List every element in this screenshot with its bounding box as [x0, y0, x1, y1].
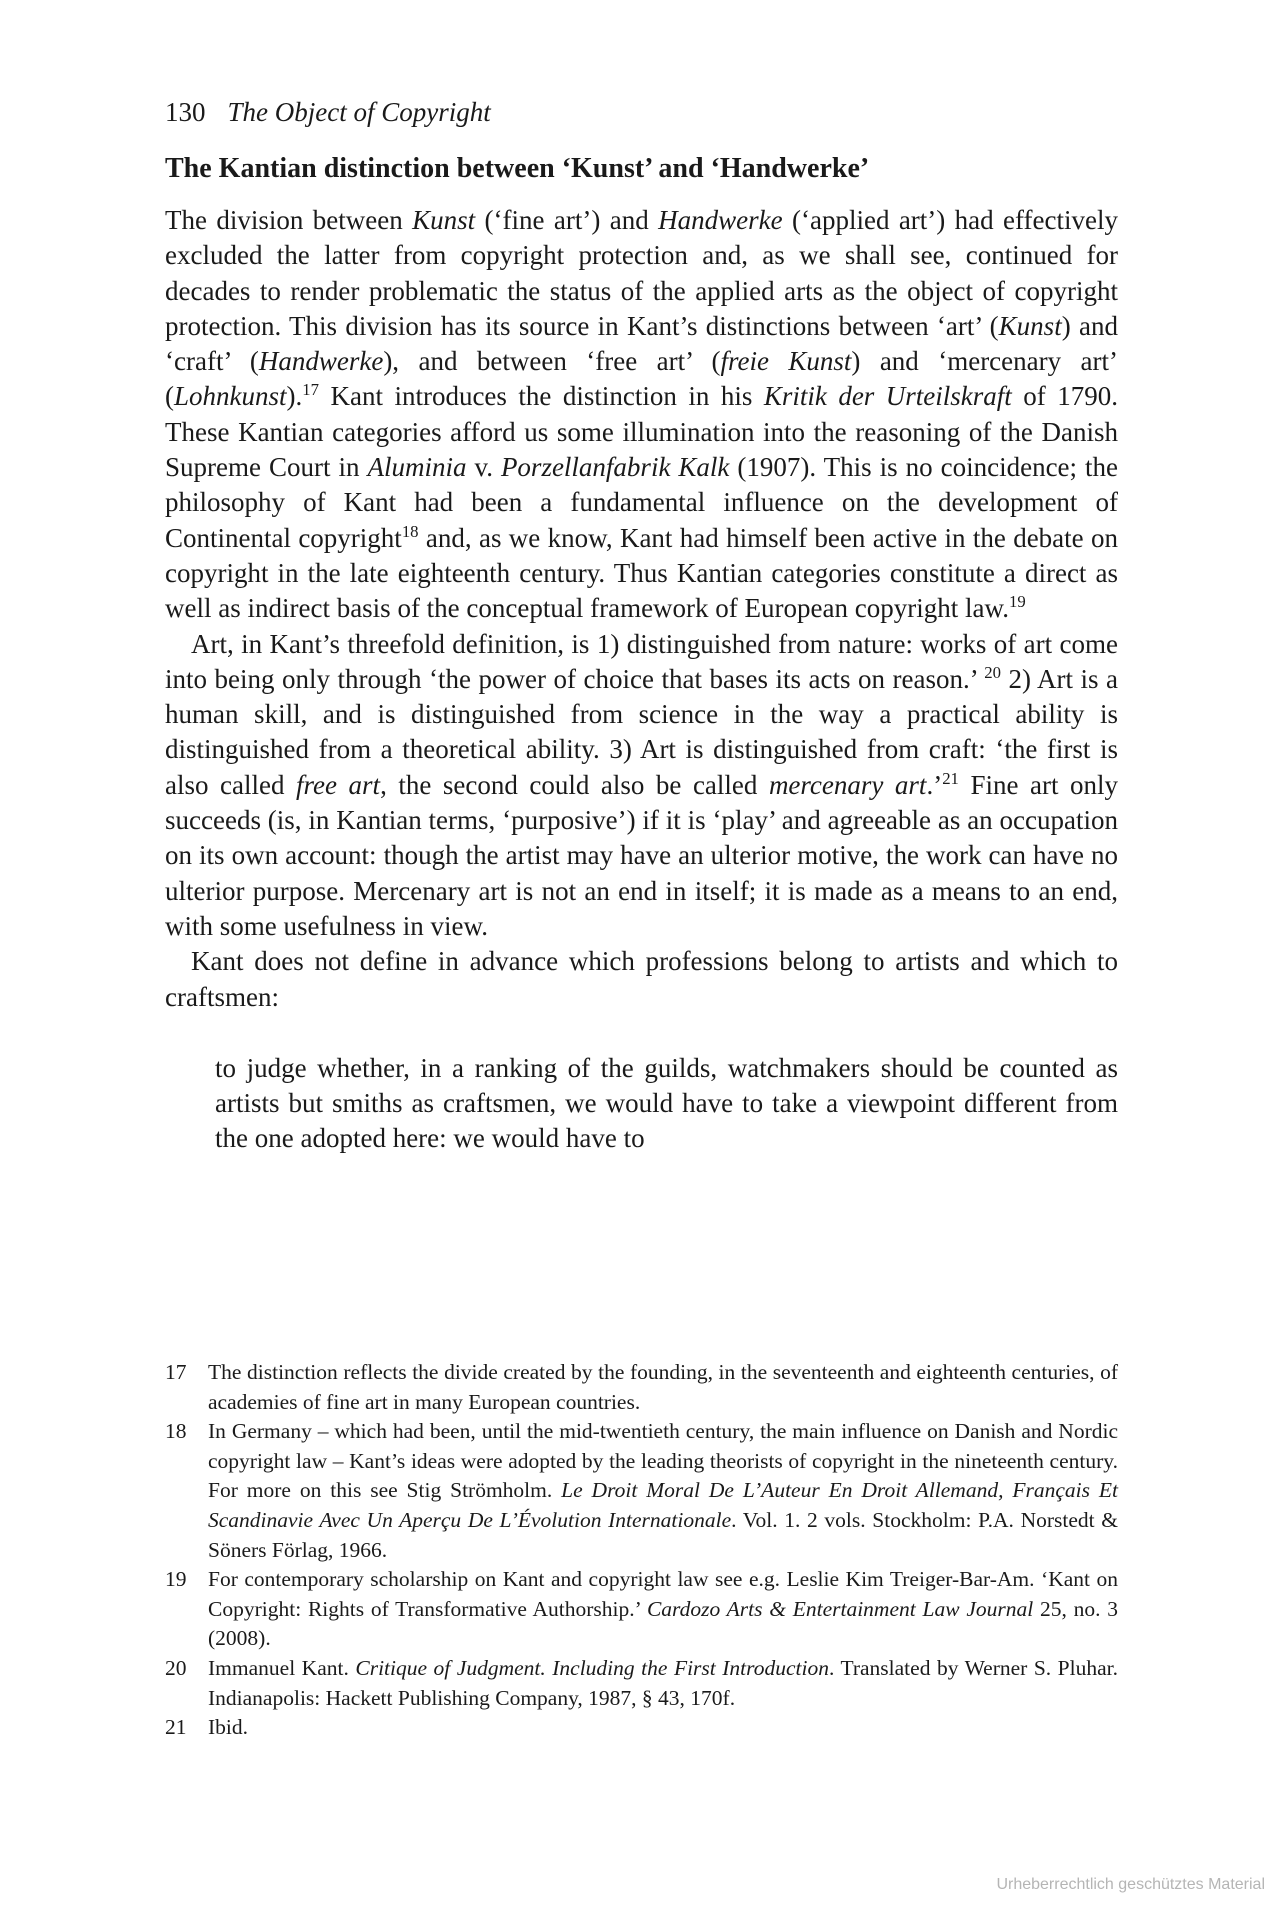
footnote-reference[interactable]: 17 — [302, 380, 319, 400]
footnote — [165, 1358, 1118, 1417]
italic-run: free art — [296, 769, 381, 800]
paragraph: The division between Kunst (‘fine art’) and Handwerke (‘applied art’) had effectively excluded the latter from copyright protection and, as we shall see, continued for decades to render problematic the status of the applied arts as the object of copyright protection. This division has its source in Kant’s distinctions between ‘art’ (Kunst) and ‘craft’ (Handwerke), and between ‘free art’ (freie Kunst) and ‘mercenary art’ (Lohnkunst).$^{17}$ Kant introduces the distinction in his Kritik der Urteilskraft of 1790. These Kantian categories afford us some illumination into the reasoning of the Danish Supreme Court in Aluminia v. Porzellanfabrik Kalk (1907). This is no coincidence; the philosophy of Kant had been a fundamental influence on the development of Continental copyright$^{18}$ and, as we know, Kant had himself been active in the debate on copyright in the late eighteenth century. Thus Kantian categories constitute a direct as well as indirect basis of the conceptual framework of European copyright law.$^{19}$ — [165, 205, 1119, 624]
copyright-watermark: Urheberrechtlich geschütztes Material — [996, 1876, 1265, 1893]
footnote-text: For contemporary scholarship on Kant and copyright law see e.g. Leslie Kim Treiger-Bar-Am. ‘Kant on Copyright: Rights of Transformative Authorship.’ Cardozo Arts & Entertainment Law Journal 25, no. 3 (2008). — [208, 1567, 1119, 1651]
book-title: The Object of Copyright — [227, 97, 491, 127]
footnote — [165, 1565, 1118, 1654]
italic-run: Critique of Judgment. Including the First Introduction — [355, 1655, 829, 1680]
paragraph: Art, in Kant’s threefold definition, is 1) distinguished from nature: works of art come into being only through ‘the power of choice that bases its acts on reason.’ $^{20}$ 2) Art is a human skill, and is distinguished from science in the way a practical ability is distinguished from a theoretical ability. 3) Art is distinguished from craft: ‘the first is also called free art, the second could also be called mercenary art.’$^{21}$ Fine art only succeeds (is, in Kantian terms, ‘purposive’) if it is ‘play’ and agreeable as an occupation on its own account: though the artist may have an ulterior motive, the work can have no ulterior purpose. Mercenary art is not an end in itself; it is made as a means to an end, with some usefulness in view. — [165, 628, 1119, 941]
footnote-reference[interactable]: 18 — [401, 521, 419, 541]
footnote-reference[interactable]: 21 — [942, 768, 959, 788]
body-text — [165, 203, 1118, 1157]
footnote-number: 17 — [165, 1360, 187, 1384]
running-head — [165, 96, 491, 128]
italic-run: Kritik der Urteilskraft — [763, 381, 1012, 412]
block-quote: to judge whether, in a ranking of the guilds, watchmakers should be counted as artists but smiths as craftsmen, we would have to take a viewpoint different from the one adopted here: we would have to — [215, 1052, 1118, 1154]
footnote-reference[interactable]: 19 — [1008, 592, 1026, 612]
footnote-text: In Germany – which had been, until the mid-twentieth century, the main influence on Danish and Nordic copyright law – Kant’s ideas were adopted by the leading theorists of copyright in the nineteenth century. For more on this see Stig Strömholm. Le Droit Moral De L’Auteur En Droit Allemand, Français Et Scandinavie Avec Un Aperçu De L’Évolution Internationale. Vol. 1. 2 vols. Stockholm: P.A. Norstedt & Söners Förlag, 1966. — [208, 1419, 1118, 1562]
footnote-number: 20 — [165, 1655, 187, 1680]
footnote — [165, 1713, 1118, 1743]
italic-run: Cardozo Arts & Entertainment Law Journal — [646, 1596, 1034, 1621]
italic-run: Aluminia — [367, 452, 467, 483]
italic-run: Handwerke — [258, 346, 384, 377]
footnote-number: 18 — [165, 1419, 187, 1444]
footnote — [165, 1654, 1118, 1713]
footnotes — [165, 1358, 1118, 1743]
footnote-text: Immanuel Kant. Critique of Judgment. Including the First Introduction. Translated by Werner S. Pluhar. Indianapolis: Hackett Publishing Company, 1987, § 43, 170f. — [208, 1655, 1118, 1710]
footnote — [165, 1417, 1118, 1565]
italic-run: Kunst — [998, 310, 1062, 341]
italic-run: mercenary art — [768, 769, 927, 800]
page-number: 130 — [165, 97, 206, 127]
italic-run: Le Droit Moral De L’Auteur En Droit Allemand, Français Et Scandinavie Avec Un Aperçu De L’Évolution Internationale — [208, 1478, 1118, 1532]
footnote-text: The distinction reflects the divide created by the founding, in the seventeenth and eighteenth centuries, of academies of fine art in many European countries. — [208, 1360, 1118, 1414]
footnote-number: 21 — [165, 1715, 187, 1740]
footnote-reference[interactable]: 20 — [984, 662, 1001, 682]
italic-run: freie Kunst — [720, 346, 852, 377]
italic-run: Handwerke — [658, 205, 783, 235]
section-heading: The Kantian distinction between ‘Kunst’ and ‘Handwerke’ — [165, 153, 870, 184]
italic-run: Kunst — [412, 205, 476, 235]
footnote-number: 19 — [165, 1567, 187, 1592]
footnote-text: Ibid. — [208, 1715, 249, 1740]
italic-run: Porzellanfabrik Kalk — [500, 452, 730, 483]
paragraph: Kant does not define in advance which professions belong to artists and which to craftsmen: — [165, 946, 1118, 1012]
italic-run: Lohnkunst — [174, 381, 287, 412]
